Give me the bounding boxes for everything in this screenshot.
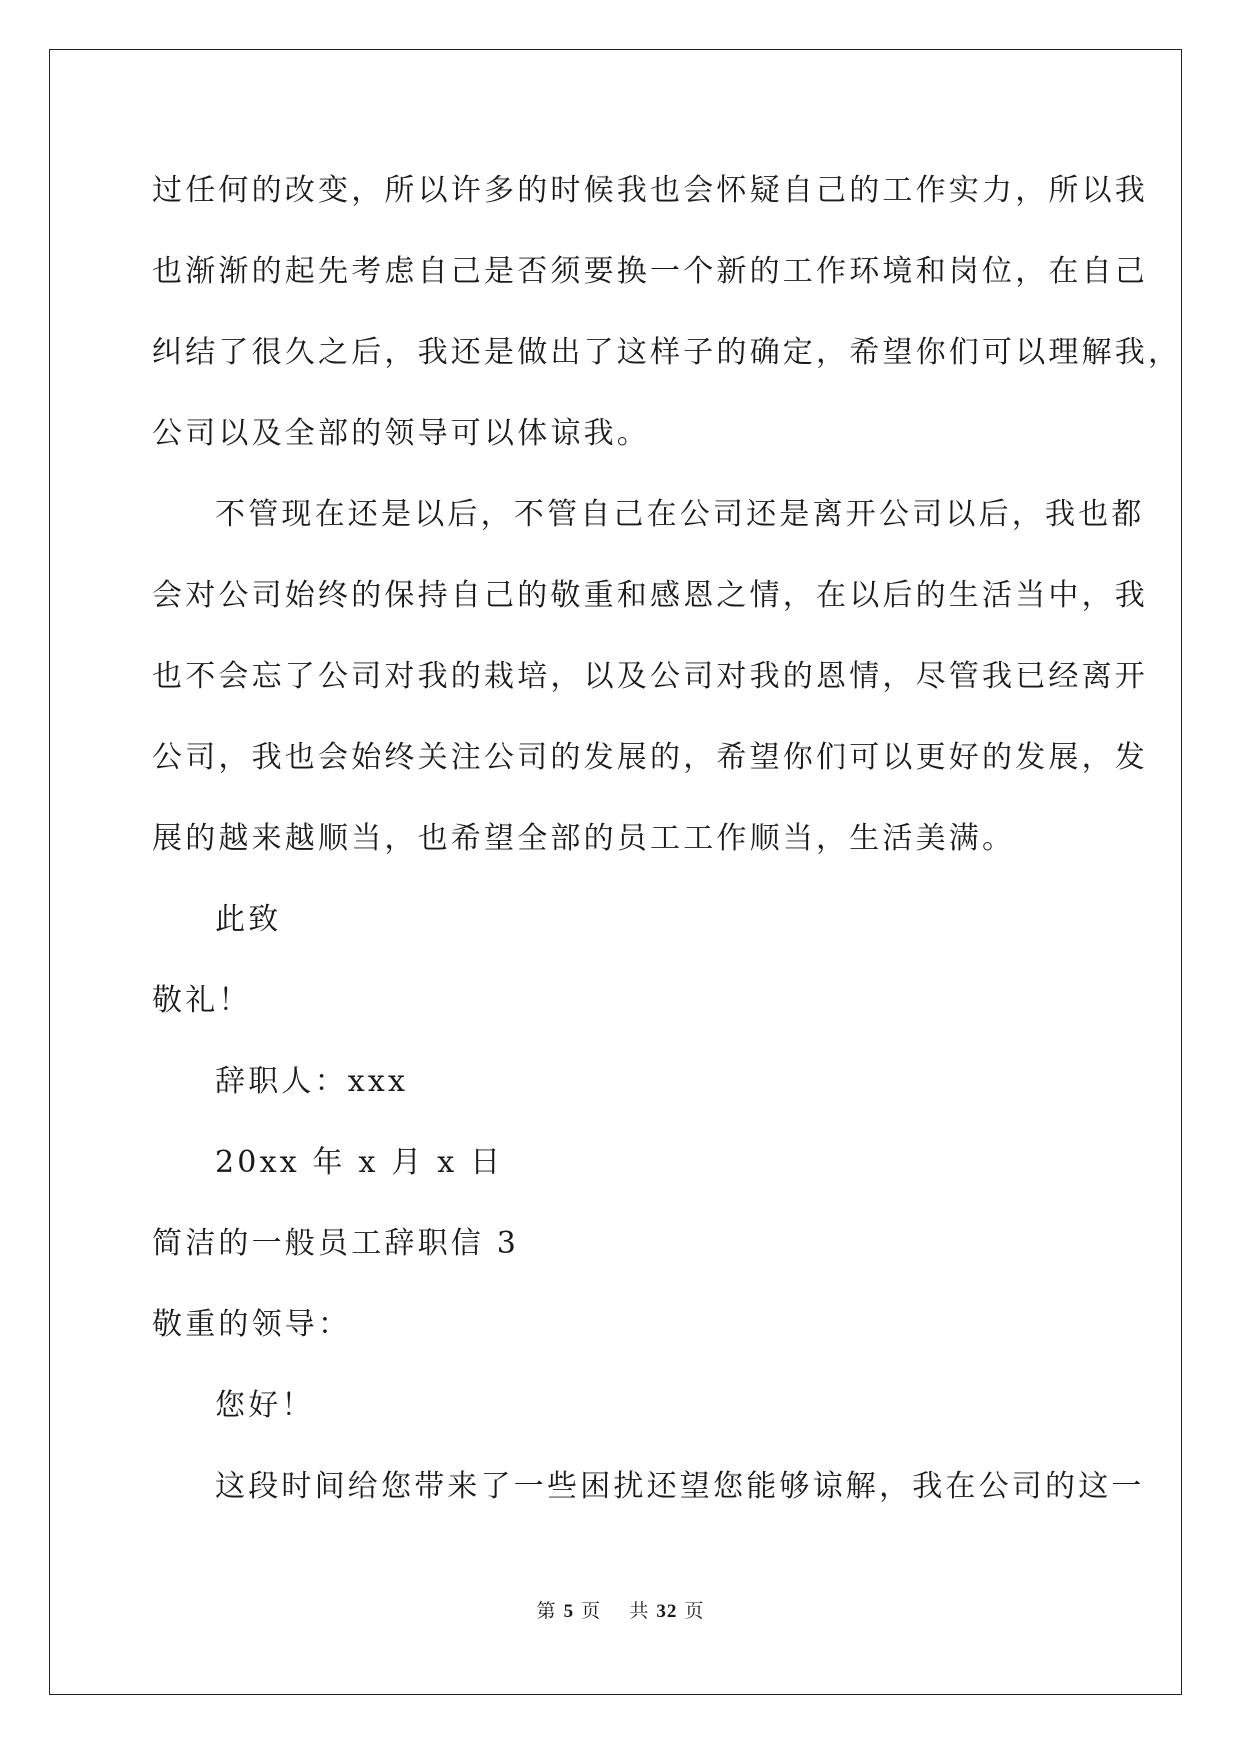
paragraph-start-line: 这段时间给您带来了一些困扰还望您能够谅解，我在公司的这一 — [215, 1469, 1145, 1504]
page-number: 5 — [563, 1601, 575, 1622]
text-line: 也渐渐的起先考虑自己是否须要换一个新的工作环境和岗位，在自己 — [152, 254, 1148, 289]
footer-prefix: 第 — [536, 1600, 557, 1622]
total-pages: 32 — [656, 1601, 678, 1622]
letter-hello: 您好！ — [215, 1388, 315, 1423]
text-line: 也不会忘了公司对我的栽培，以及公司对我的恩情，尽管我已经离开 — [152, 659, 1148, 694]
text-line: 展的越来越顺当，也希望全部的员工工作顺当，生活美满。 — [152, 821, 1016, 856]
text-line: 过任何的改变，所以许多的时候我也会怀疑自己的工作实力，所以我 — [152, 173, 1148, 208]
footer-total-unit: 页 — [684, 1600, 705, 1622]
document-body — [152, 160, 1182, 1537]
closing-salutation: 此致 — [215, 902, 282, 937]
footer-total-prefix: 共 — [629, 1600, 650, 1622]
signature-name: 辞职人：xxx — [215, 1064, 409, 1099]
closing-regards: 敬礼！ — [152, 983, 252, 1018]
page-footer — [0, 1596, 1241, 1623]
text-line: 纠结了很久之后，我还是做出了这样子的确定，希望你们可以理解我， — [152, 335, 1182, 370]
text-line: 会对公司始终的保持自己的敬重和感恩之情，在以后的生活当中，我 — [152, 578, 1148, 613]
letter-greeting: 敬重的领导： — [152, 1307, 352, 1342]
footer-page-unit: 页 — [581, 1600, 602, 1622]
text-line: 公司以及全部的领导可以体谅我。 — [152, 416, 650, 451]
text-line: 公司，我也会始终关注公司的发展的，希望你们可以更好的发展，发 — [152, 740, 1148, 775]
paragraph-start-line: 不管现在还是以后，不管自己在公司还是离开公司以后，我也都 — [215, 497, 1145, 532]
section-title: 简洁的一般员工辞职信 3 — [152, 1226, 520, 1261]
signature-date: 20xx 年 x 月 x 日 — [215, 1145, 504, 1180]
